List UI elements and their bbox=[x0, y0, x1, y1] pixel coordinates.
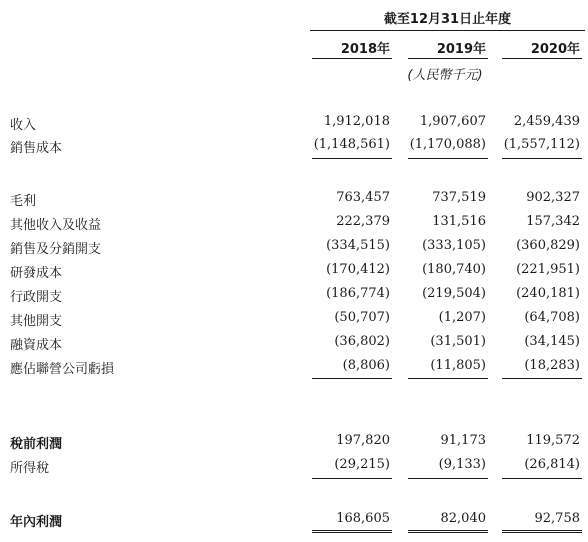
year-rule bbox=[502, 58, 582, 59]
cell-value: 902,327 bbox=[526, 190, 580, 205]
cell-value: 168,605 bbox=[336, 511, 390, 526]
cell-value: (9,133) bbox=[438, 457, 486, 472]
row-label-admin-expenses: 行政開支 bbox=[10, 290, 63, 305]
cell-value: (333,105) bbox=[422, 238, 486, 253]
subtotal-rule bbox=[312, 378, 392, 379]
cell-value: 1,907,607 bbox=[419, 114, 486, 129]
cell-value: 119,572 bbox=[526, 433, 580, 448]
period-header: 截至12月31日止年度 bbox=[383, 12, 512, 27]
row-label-revenue: 收入 bbox=[10, 118, 37, 133]
subtotal-rule bbox=[502, 378, 582, 379]
cell-value: (1,148,561) bbox=[313, 137, 390, 152]
cell-value: (64,708) bbox=[524, 310, 580, 325]
cell-value: (180,740) bbox=[422, 262, 486, 277]
subtotal-rule bbox=[312, 478, 392, 479]
cell-value: (1,170,088) bbox=[409, 137, 486, 152]
row-label-selling-expenses: 銷售及分銷開支 bbox=[10, 242, 102, 257]
cell-value: 197,820 bbox=[336, 433, 390, 448]
cell-value: (36,802) bbox=[334, 334, 390, 349]
cell-value: (50,707) bbox=[334, 310, 390, 325]
row-label-gross-profit: 毛利 bbox=[10, 194, 37, 209]
cell-value: 92,758 bbox=[534, 511, 580, 526]
cell-value: (8,806) bbox=[342, 358, 390, 373]
subtotal-rule bbox=[312, 158, 392, 159]
cell-value: 82,040 bbox=[440, 511, 486, 526]
row-label-other-income: 其他收入及收益 bbox=[10, 218, 102, 233]
cell-value: (29,215) bbox=[334, 457, 390, 472]
cell-value: (186,774) bbox=[326, 286, 390, 301]
subtotal-rule bbox=[408, 478, 488, 479]
total-double-rule bbox=[502, 530, 582, 533]
total-double-rule bbox=[312, 530, 392, 533]
row-label-profit-for-year: 年內利潤 bbox=[10, 515, 63, 530]
row-label-profit-before-tax: 稅前利潤 bbox=[10, 437, 63, 452]
cell-value: (219,504) bbox=[422, 286, 486, 301]
subtotal-rule bbox=[502, 158, 582, 159]
cell-value: (34,145) bbox=[524, 334, 580, 349]
unit-label: (人民幣千元) bbox=[407, 68, 483, 83]
cell-value: (170,412) bbox=[326, 262, 390, 277]
row-label-cost-of-sales: 銷售成本 bbox=[10, 141, 63, 156]
row-label-other-expenses: 其他開支 bbox=[10, 314, 63, 329]
cell-value: 2,459,439 bbox=[513, 114, 580, 129]
cell-value: (334,515) bbox=[326, 238, 390, 253]
cell-value: 222,379 bbox=[336, 214, 390, 229]
year-rule bbox=[408, 58, 488, 59]
cell-value: 131,516 bbox=[432, 214, 486, 229]
cell-value: 1,912,018 bbox=[323, 114, 390, 129]
total-double-rule bbox=[408, 530, 488, 533]
year-rule bbox=[312, 58, 392, 59]
subtotal-rule bbox=[408, 378, 488, 379]
cell-value: (26,814) bbox=[524, 457, 580, 472]
cell-value: 763,457 bbox=[336, 190, 390, 205]
cell-value: (240,181) bbox=[516, 286, 580, 301]
cell-value: (31,501) bbox=[430, 334, 486, 349]
year-2019-header: 2019年 bbox=[436, 42, 486, 57]
cell-value: 157,342 bbox=[526, 214, 580, 229]
cell-value: (221,951) bbox=[516, 262, 580, 277]
row-label-income-tax: 所得稅 bbox=[10, 461, 50, 476]
header-rule bbox=[310, 30, 585, 31]
year-2020-header: 2020年 bbox=[530, 42, 580, 57]
row-label-share-of-associates-loss: 應佔聯營公司虧損 bbox=[10, 362, 115, 377]
cell-value: (11,805) bbox=[430, 358, 486, 373]
subtotal-rule bbox=[408, 158, 488, 159]
cell-value: (1,207) bbox=[438, 310, 486, 325]
row-label-finance-costs: 融資成本 bbox=[10, 338, 63, 353]
year-2018-header: 2018年 bbox=[340, 42, 390, 57]
row-label-rnd-costs: 研發成本 bbox=[10, 266, 63, 281]
cell-value: (360,829) bbox=[516, 238, 580, 253]
cell-value: (1,557,112) bbox=[503, 137, 580, 152]
cell-value: (18,283) bbox=[524, 358, 580, 373]
cell-value: 91,173 bbox=[440, 433, 486, 448]
subtotal-rule bbox=[502, 478, 582, 479]
cell-value: 737,519 bbox=[432, 190, 486, 205]
